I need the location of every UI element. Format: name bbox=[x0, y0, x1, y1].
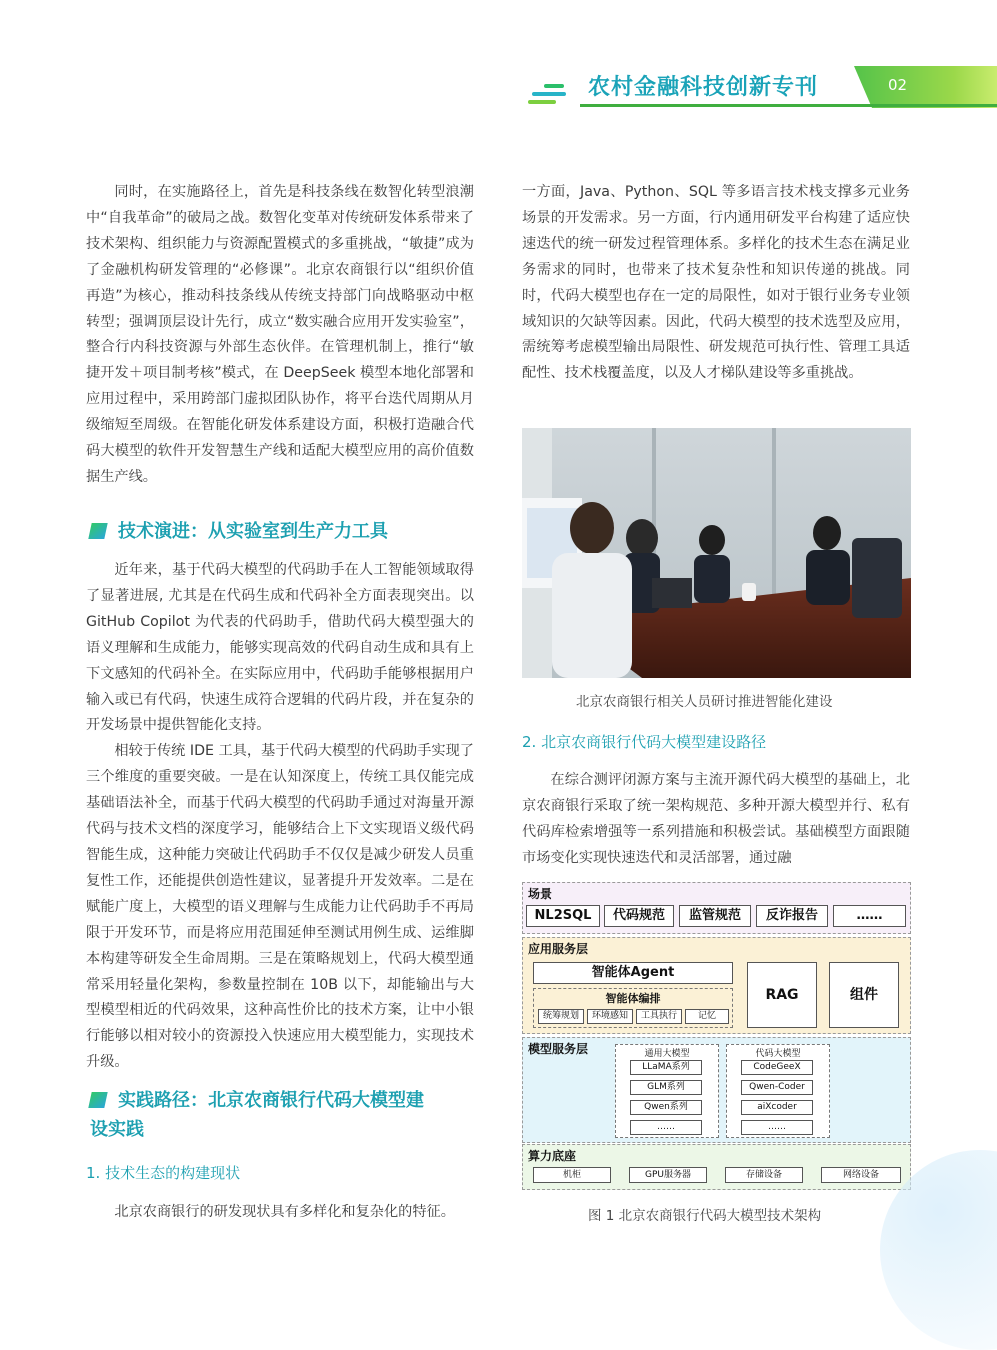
header-title: 农村金融科技创新专刊 bbox=[588, 75, 819, 100]
figure-caption: 图 1 北京农商银行代码大模型技术架构 bbox=[588, 1208, 822, 1224]
general-model-item: GLM系列 bbox=[630, 1080, 702, 1095]
scene-layer bbox=[522, 882, 911, 934]
photo-caption: 北京农商银行相关人员研讨推进智能化建设 bbox=[576, 694, 833, 710]
scene-item: NL2SQL bbox=[526, 905, 600, 927]
header-underline bbox=[580, 104, 997, 107]
header-green-banner bbox=[854, 66, 997, 108]
logo-stripes-icon bbox=[528, 84, 580, 106]
orchestration-label: 智能体编排 bbox=[605, 992, 661, 1005]
section1-heading: 技术演进：从实验室到生产力工具 bbox=[90, 517, 388, 547]
section1-paragraph-1: 近年来，基于代码大模型的代码助手在人工智能领域取得了显著进展, 尤其是在代码生成和代码补全方面表现突出。以 GitHub Copilot 为代表的代码助手，借助代码大模型强大的语义理解和生成能力，能够实现高效的代码自动生成和具有上下文感知的代码补全。在实际应用中，代码助手能够根据用户输入或已有代码，快速生成符合逻辑的代码片段，并在复杂的开发场景中提供智能化支持。 bbox=[86, 562, 474, 734]
subsection2-paragraph: 在综合测评闭源方案与主流开源代码大模型的基础上，北京农商银行采取了统一架构规范、多种开源大模型并行、私有代码库检索增强等一系列措施和积极尝试。基础模型方面跟随市场变化实现快速迭代和灵活部署，通过融 bbox=[522, 772, 910, 866]
code-model-item: Qwen-Coder bbox=[741, 1080, 813, 1095]
rag-box: RAG bbox=[747, 962, 817, 1028]
orchestration-item: 工具执行 bbox=[636, 1009, 682, 1024]
compute-item: 网络设备 bbox=[821, 1167, 901, 1183]
agent-box: 智能体Agent bbox=[533, 962, 733, 984]
subsection1-body bbox=[86, 1200, 474, 1226]
subsection2-body bbox=[522, 768, 910, 872]
general-model-item: Qwen系列 bbox=[630, 1100, 702, 1115]
compute-item: 存储设备 bbox=[725, 1167, 803, 1183]
orchestration-group bbox=[533, 988, 733, 1028]
compute-layer-label: 算力底座 bbox=[528, 1149, 577, 1163]
orchestration-item: 统筹规划 bbox=[538, 1009, 584, 1024]
orchestration-item: 环境感知 bbox=[587, 1009, 633, 1024]
scene-item: 监管规范 bbox=[679, 905, 751, 927]
page-number: 02 bbox=[888, 76, 908, 94]
subsection1-paragraph: 北京农商银行的研发现状具有多样化和复杂化的特征。 bbox=[114, 1204, 455, 1220]
component-box: 组件 bbox=[829, 962, 899, 1028]
compute-item: 机柜 bbox=[533, 1167, 611, 1183]
code-model-group bbox=[726, 1044, 830, 1138]
general-model-item: LLaMA系列 bbox=[630, 1060, 702, 1075]
subsection1-heading: 1. 技术生态的构建现状 bbox=[86, 1164, 241, 1182]
architecture-diagram bbox=[522, 882, 911, 1190]
section1-body bbox=[86, 558, 474, 1076]
code-model-title: 代码大模型 bbox=[755, 1049, 801, 1059]
section-marker-icon bbox=[88, 523, 107, 539]
compute-item: GPU服务器 bbox=[629, 1167, 707, 1183]
model-layer bbox=[522, 1037, 911, 1143]
orchestration-item: 记忆 bbox=[685, 1009, 729, 1024]
scene-item: …… bbox=[833, 905, 906, 927]
application-layer bbox=[522, 937, 911, 1034]
right-column-top bbox=[522, 180, 910, 387]
model-layer-label: 模型服务层 bbox=[528, 1042, 589, 1056]
section1-paragraph-2: 相较于传统 IDE 工具，基于代码大模型的代码助手实现了三个维度的重要突破。一是在认知深度上，传统工具仅能完成基础语法补全，而基于代码大模型的代码助手通过对海量开源代码与技术文档的深度学习，能够结合上下文实现语义级代码智能生成，这种能力突破让代码助手不仅仅是减少研发人员重复性工作，还能提供创造性建议，显著提升开发效率。二是在赋能广度上，大模型的语义理解与生成能力让代码助手不再局限于开发环节，而是将应用范围延伸至测试用例生成、运维脚本构建等研发全生命周期。三是在策略规划上，代码大模型通常采用轻量化架构，参数量控制在 10B 以下，却能输出与大型模型相近的代码效果，这种高性价比的技术方案，让中小银行能够以相对较小的资源投入快速应用大模型能力，实现技术升级。 bbox=[86, 743, 474, 1071]
scene-item: 代码规范 bbox=[604, 905, 674, 927]
meeting-photo bbox=[522, 428, 911, 678]
general-model-title: 通用大模型 bbox=[644, 1049, 690, 1059]
subsection2-heading: 2. 北京农商银行代码大模型建设路径 bbox=[522, 733, 767, 751]
compute-layer bbox=[522, 1144, 911, 1190]
general-model-group bbox=[615, 1044, 719, 1138]
general-model-item: …… bbox=[630, 1120, 702, 1135]
application-layer-label: 应用服务层 bbox=[528, 942, 589, 956]
scene-item: 反诈报告 bbox=[756, 905, 828, 927]
code-model-item: …… bbox=[741, 1120, 813, 1135]
scene-layer-label: 场景 bbox=[528, 887, 553, 901]
left-column bbox=[86, 180, 474, 491]
code-model-item: CodeGeeX bbox=[741, 1060, 813, 1075]
continued-paragraph: 一方面，Java、Python、SQL 等多语言技术栈支撑多元业务场景的开发需求。另一方面，行内通用研发平台构建了适应快速迭代的统一研发过程管理体系。多样化的技术生态在满足业务需求的同时，也带来了技术复杂性和知识传递的挑战。同时，代码大模型也存在一定的局限性，如对于银行业务专业领域知识的欠缺等因素。因此，代码大模型的技术选型及应用，需统筹考虑模型输出局限性、研发规范可执行性、管理工具适配性、技术栈覆盖度，以及人才梯队建设等多重挑战。 bbox=[522, 184, 910, 382]
section-marker-icon bbox=[88, 1092, 107, 1108]
code-model-item: aiXcoder bbox=[741, 1100, 813, 1115]
section2-heading: 实践路径：北京农商银行代码大模型建 设实践 bbox=[90, 1090, 424, 1140]
intro-paragraph: 同时，在实施路径上，首先是科技条线在数智化转型浪潮中“自我革命”的破局之战。数智化变革对传统研发体系带来了技术架构、组织能力与资源配置模式的多重挑战，“敏捷”成为了金融机构研发管理的“必修课”。北京农商银行以“组织价值再造”为核心，推动科技条线从传统支持部门向战略驱动中枢转型；强调顶层设计先行，成立“数实融合应用开发实验室”，整合行内科技资源与外部生态伙伴。在管理机制上，推行“敏捷开发＋项目制考核”模式，在 DeepSeek 模型本地化部署和应用过程中，采用跨部门虚拟团队协作，将平台迭代周期从月级缩短至周级。在智能化研发体系建设方面，积极打造融合代码大模型的软件开发智慧生产线和适配大模型应用的高价值数据生产线。 bbox=[86, 184, 474, 485]
